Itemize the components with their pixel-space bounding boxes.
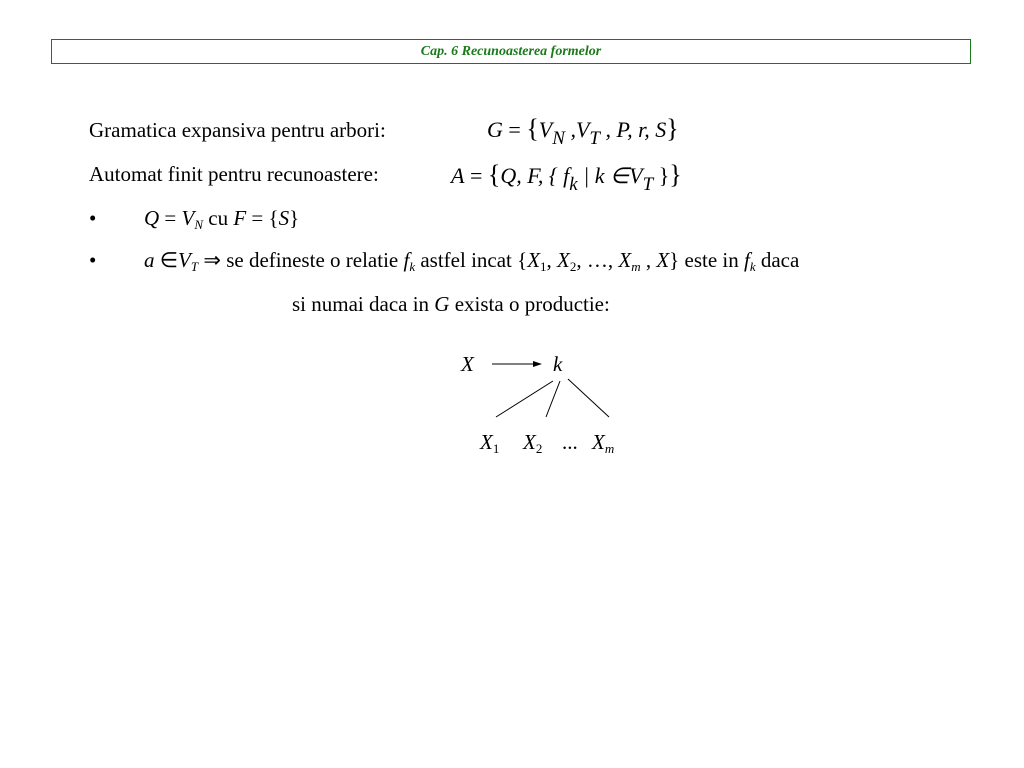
chapter-title: Cap. 6 Recunoasterea formelor (420, 43, 602, 59)
tree-ellipsis: ... (562, 430, 578, 454)
bullet-marker: • (89, 248, 97, 272)
automaton-label: Automat finit pentru recunoastere: (89, 162, 379, 186)
tree-edge-right (568, 379, 609, 417)
automaton-formula: A = {Q, F, { fk | k ∈VT }} (451, 160, 682, 195)
tree-root-label: X (461, 352, 474, 376)
grammar-label: Gramatica expansiva pentru arbori: (89, 118, 386, 142)
bullet-marker: • (89, 206, 97, 230)
bullet2-text: a $\in V_T$ ⇒ se defineste o relatie $f_k$ astfel incat {$X_1$, $X_2$, …, $X_m$ , X} este in $f_k$ daca (144, 248, 800, 274)
tree-edge-middle (546, 381, 560, 417)
tree-child-m: $X_m$ (592, 430, 615, 456)
tree-child-2: $X_2$ (523, 430, 543, 456)
grammar-formula: G = {VN ,VT , P, r, S} (487, 114, 679, 149)
production-arrow (492, 361, 542, 367)
tree-edge-left (496, 381, 553, 417)
tree-child-1: $X_1$ (480, 430, 500, 456)
bullet1-text: $Q = V_N$ cu F = {S} (144, 206, 300, 232)
continuation-text: si numai daca in G exista o productie: (292, 292, 610, 316)
tree-head-label: k (553, 352, 563, 376)
